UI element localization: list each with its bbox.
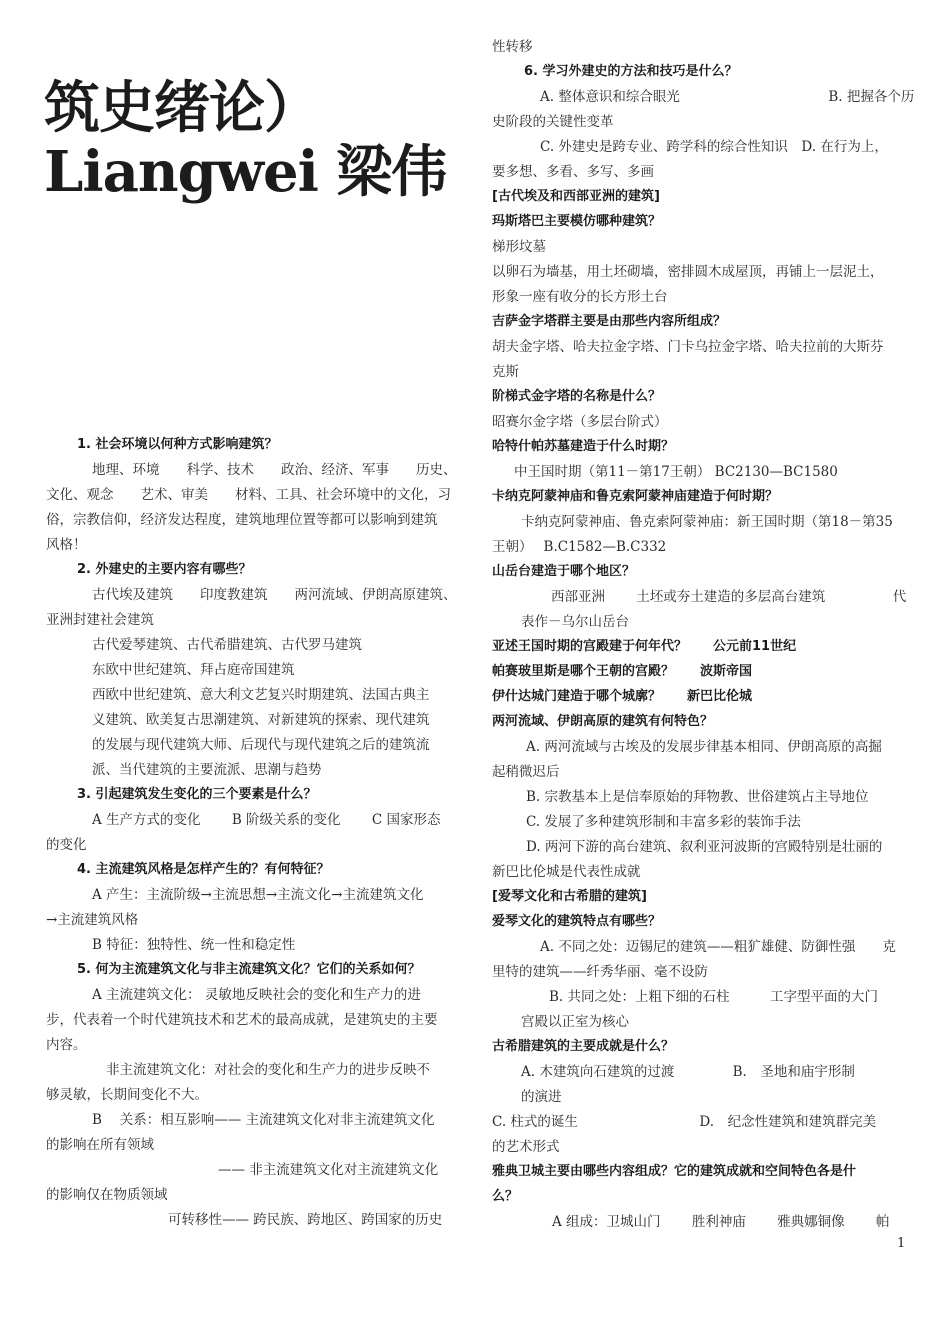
right-answer-line: 卡纳克阿蒙神庙、鲁克索阿蒙神庙：新王国时期（第18－第35	[521, 514, 893, 530]
left-answer-line: 步，代表着一个时代建筑技术和艺术的最高成就，是建筑史的主要	[46, 1012, 438, 1028]
left-answer-line: 内容。	[46, 1037, 87, 1053]
right-answer-line: 王朝） B.C1582—B.C332	[492, 539, 667, 555]
right-answer-line: B. 共同之处：上粗下细的石柱 工字型平面的大门	[549, 989, 879, 1005]
right-answer-line: A. 整体意识和综合眼光 B. 把握各个历	[540, 89, 915, 105]
right-answer-line: D. 两河下游的高台建筑、叙利亚河波斯的宫殿特别是壮丽的	[526, 839, 883, 855]
right-answer-line: 表作－乌尔山岳台	[521, 614, 629, 630]
right-answer-line: 克斯	[492, 364, 519, 380]
right-answer-line: A. 两河流域与古埃及的发展步律基本相同、伊朗高原的高掘	[526, 739, 882, 755]
right-question: 爱琴文化的建筑特点有哪些？	[492, 914, 662, 929]
right-answer-line: 的演进	[521, 1089, 562, 1105]
right-question: 哈特什帕苏墓建造于什么时期？	[492, 439, 675, 454]
left-answer-line: →主流建筑风格	[46, 912, 139, 928]
left-answer-line: 地理、环境 科学、技术 政治、经济、军事 历史、	[92, 462, 457, 478]
right-question: 山岳台建造于哪个地区？	[492, 564, 636, 579]
right-answer-line: C. 柱式的诞生 D. 纪念性建筑和建筑群完美	[492, 1114, 877, 1130]
right-question: 伊什达城门建造于哪个城廓？ 新巴比伦城	[492, 689, 753, 704]
left-answer-line: 古代爱琴建筑、古代希腊建筑、古代罗马建筑	[92, 637, 362, 653]
left-answer-line: 亚洲封建社会建筑	[46, 612, 154, 628]
left-answer-line: 东欧中世纪建筑、拜占庭帝国建筑	[92, 662, 295, 678]
right-question: 雅典卫城主要由哪些内容组成？它的建筑成就和空间特色各是什	[492, 1164, 857, 1179]
right-answer-line: 昭赛尔金字塔（多层台阶式）	[492, 414, 668, 430]
right-answer-line: C. 外建史是跨专业、跨学科的综合性知识 D. 在行为上，	[540, 139, 888, 155]
right-answer-line: 要多想、多看、多写、多画	[492, 164, 654, 180]
right-answer-line: A. 不同之处：迈锡尼的建筑——粗犷雄健、防御性强 克	[540, 939, 896, 955]
left-question: 4. 主流建筑风格是怎样产生的？有何特征？	[77, 862, 330, 877]
right-answer-line: 史阶段的关键性变革	[492, 114, 614, 130]
left-question: 2. 外建史的主要内容有哪些？	[77, 562, 252, 577]
title-line-1: 筑史绪论）	[44, 75, 319, 141]
right-question: 古希腊建筑的主要成就是什么？	[492, 1039, 675, 1054]
left-answer-line: 俗，宗教信仰，经济发达程度，建筑地理位置等都可以影响到建筑	[46, 512, 438, 528]
right-answer-line: A 组成：卫城山门 胜利神庙 雅典娜铜像 帕	[552, 1214, 890, 1230]
right-question: 两河流域、伊朗高原的建筑有何特色？	[492, 714, 714, 729]
left-answer-line: 的变化	[46, 837, 87, 853]
left-answer-line: 义建筑、欧美复古思潮建筑、对新建筑的探索、现代建筑	[92, 712, 430, 728]
right-answer-line: 胡夫金字塔、哈夫拉金字塔、门卡乌拉金字塔、哈夫拉前的大斯芬	[492, 339, 884, 355]
right-question: 亚述王国时期的宫殿建于何年代？ 公元前11世纪	[492, 639, 797, 654]
left-answer-line: A 产生：主流阶级→主流思想→主流文化→主流建筑文化	[92, 887, 424, 903]
left-question: 3. 引起建筑发生变化的三个要素是什么？	[77, 787, 317, 802]
right-question: [古代埃及和西部亚洲的建筑]	[492, 189, 660, 204]
left-answer-line: B 特征：独特性、统一性和稳定性	[92, 937, 296, 953]
right-question: 玛斯塔巴主要模仿哪种建筑？	[492, 214, 662, 229]
right-question: 帕赛玻里斯是哪个王朝的宫殿？ 波斯帝国	[492, 664, 753, 679]
right-answer-line: 西部亚洲 土坯或夯土建造的多层高台建筑 代	[551, 589, 907, 605]
left-answer-line: 的发展与现代建筑大师、后现代与现代建筑之后的建筑流	[92, 737, 430, 753]
right-answer-line: 里特的建筑——纤秀华丽、毫不设防	[492, 964, 708, 980]
right-question: 吉萨金字塔群主要是由那些内容所组成？	[492, 314, 727, 329]
right-answer-line: 中王国时期（第11－第17王朝） BC2130—BC1580	[514, 464, 838, 480]
right-answer-line: C. 发展了多种建筑形制和丰富多彩的装饰手法	[526, 814, 801, 830]
right-answer-line: 形象一座有收分的长方形土台	[492, 289, 668, 305]
left-answer-line: A 主流建筑文化： 灵敏地反映社会的变化和生产力的进	[92, 987, 421, 1003]
right-answer-line: A. 木建筑向石建筑的过渡 B. 圣地和庙宇形制	[521, 1064, 855, 1080]
document-title	[44, 76, 446, 204]
right-answer-line: 性转移	[492, 39, 533, 55]
right-answer-line: 起稍微迟后	[492, 764, 560, 780]
left-answer-line: 够灵敏，长期间变化不大。	[46, 1087, 208, 1103]
right-answer-line: 的艺术形式	[492, 1139, 560, 1155]
left-question: 1. 社会环境以何种方式影响建筑？	[77, 437, 278, 452]
right-answer-line: 以卵石为墙基，用土坯砌墙，密排圆木成屋顶，再铺上一层泥土，	[492, 264, 884, 280]
right-question: 6. 学习外建史的方法和技巧是什么？	[524, 64, 738, 79]
left-answer-line: B 关系：相互影响—— 主流建筑文化对非主流建筑文化	[92, 1112, 435, 1128]
left-answer-line: 的影响在所有领域	[46, 1137, 154, 1153]
left-answer-line: 的影响仅在物质领域	[46, 1187, 168, 1203]
left-answer-line: A 生产方式的变化 B 阶级关系的变化 C 国家形态	[92, 812, 441, 828]
left-question: 5. 何为主流建筑文化与非主流建筑文化？它们的关系如何？	[77, 962, 421, 977]
page-number: 1	[897, 1236, 906, 1251]
left-answer-line: 可转移性—— 跨民族、跨地区、跨国家的历史	[168, 1212, 443, 1228]
left-answer-line: —— 非主流建筑文化对主流建筑文化	[218, 1162, 439, 1178]
right-answer-line: 宫殿以正室为核心	[521, 1014, 629, 1030]
left-answer-line: 风格！	[46, 537, 87, 553]
right-question: 么？	[492, 1189, 519, 1204]
left-answer-line: 非主流建筑文化：对社会的变化和生产力的进步反映不	[106, 1062, 430, 1078]
left-answer-line: 古代埃及建筑 印度教建筑 两河流域、伊朗高原建筑、	[92, 587, 457, 603]
left-answer-line: 派、当代建筑的主要流派、思潮与趋势	[92, 762, 322, 778]
right-question: 卡纳克阿蒙神庙和鲁克索阿蒙神庙建造于何时期？	[492, 489, 779, 504]
right-answer-line: B. 宗教基本上是信奉原始的拜物教、世俗建筑占主导地位	[526, 789, 869, 805]
right-answer-line: 梯形坟墓	[492, 239, 546, 255]
left-answer-line: 西欧中世纪建筑、意大利文艺复兴时期建筑、法国古典主	[92, 687, 430, 703]
right-answer-line: 新巴比伦城是代表性成就	[492, 864, 641, 880]
right-question: [爱琴文化和古希腊的建筑]	[492, 889, 647, 904]
title-line-2: Liangwei 梁伟	[44, 139, 447, 205]
right-question: 阶梯式金字塔的名称是什么？	[492, 389, 662, 404]
left-answer-line: 文化、观念 艺术、审美 材料、工具、社会环境中的文化，习	[46, 487, 451, 503]
